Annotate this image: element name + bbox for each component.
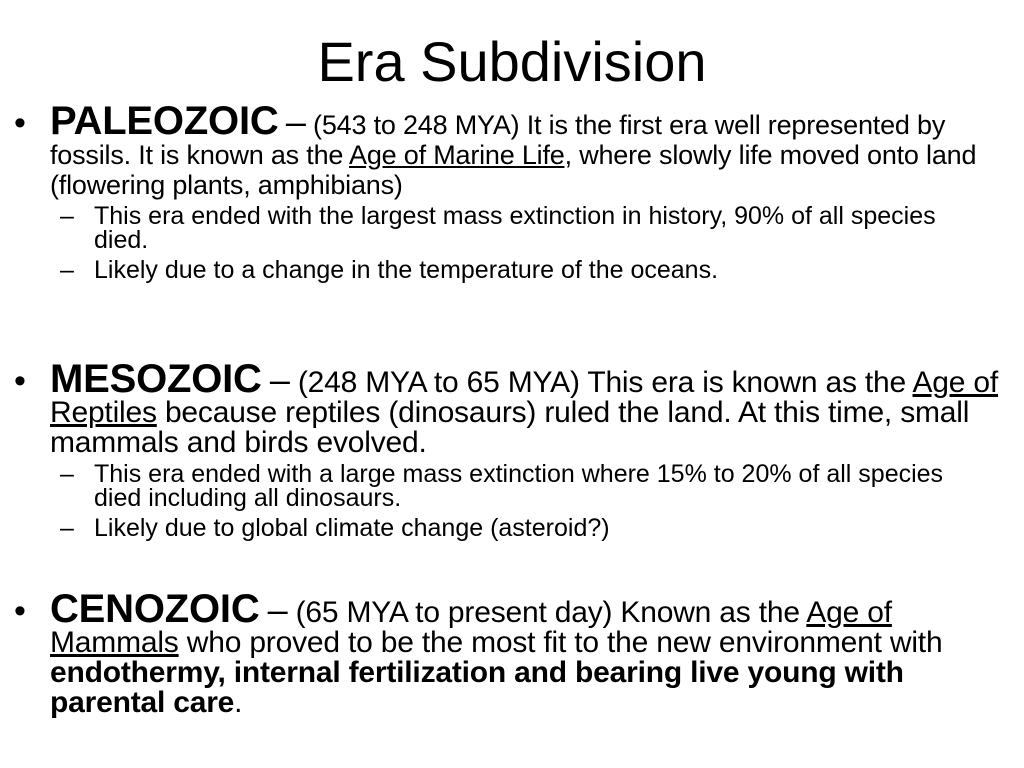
subpoint-text: This era ended with a large mass extinction where 15% to 20% of all species died including all dinosaurs.: [94, 460, 944, 512]
subpoint: [60, 202, 974, 254]
era-intro: (543 to 248 MYA) It is the first era well represented by fossils. It is known as the: [50, 110, 946, 170]
era-nickname: Age of Reptiles: [50, 366, 999, 429]
dash-icon: –: [60, 460, 74, 488]
era-name: MESOZOIC: [50, 357, 262, 401]
dash-icon: –: [60, 202, 74, 230]
section-mesozoic: [0, 357, 1024, 546]
era-nickname: Age of Mammals: [50, 596, 892, 659]
era-description: because reptiles (dinosaurs) ruled the land. At this time, small mammals and birds evolved.: [50, 396, 970, 459]
paleozoic-paragraph: [50, 99, 1010, 200]
era-intro: (65 MYA to present day) Known as the: [295, 596, 800, 629]
era-dash: –: [269, 359, 290, 400]
subpoint-text: Likely due to a change in the temperature of the oceans.: [94, 256, 719, 284]
subpoint-text: This era ended with the largest mass extinction in history, 90% of all species died.: [94, 202, 936, 254]
era-intro: (248 MYA to 65 MYA) This era is known as the: [297, 366, 907, 399]
mesozoic-paragraph: [50, 357, 1010, 459]
bullet-icon: •: [14, 104, 26, 142]
era-description: who proved to be the most fit to the new environment with: [186, 626, 943, 659]
bullet-icon: •: [14, 362, 26, 400]
era-dash: –: [285, 101, 306, 142]
section-cenozoic: [0, 587, 1024, 719]
dash-icon: –: [60, 256, 74, 284]
era-nickname: Age of Marine Life,: [349, 140, 572, 170]
subpoint: [60, 460, 974, 512]
paleozoic-subpoints: [0, 204, 1024, 282]
dash-icon: –: [60, 514, 74, 542]
era-dash: –: [267, 589, 288, 630]
subpoint: [60, 256, 974, 284]
sentence-end: .: [234, 686, 243, 719]
cenozoic-paragraph: [50, 587, 1010, 719]
subpoint: [60, 514, 974, 542]
era-name: PALEOZOIC: [50, 99, 279, 143]
subpoint-text: Likely due to global climate change (asteroid?): [94, 514, 610, 542]
section-paleozoic: [0, 99, 1024, 288]
era-adaptations: endothermy, internal fertilization and bearing live young with parental care: [50, 656, 904, 719]
era-description: where slowly life moved onto land (flowering plants, amphibians): [50, 140, 977, 200]
era-name: CENOZOIC: [50, 587, 260, 631]
bullet-icon: •: [14, 592, 26, 630]
mesozoic-subpoints: [0, 462, 1024, 540]
slide-title: Era Subdivision: [317, 30, 707, 93]
